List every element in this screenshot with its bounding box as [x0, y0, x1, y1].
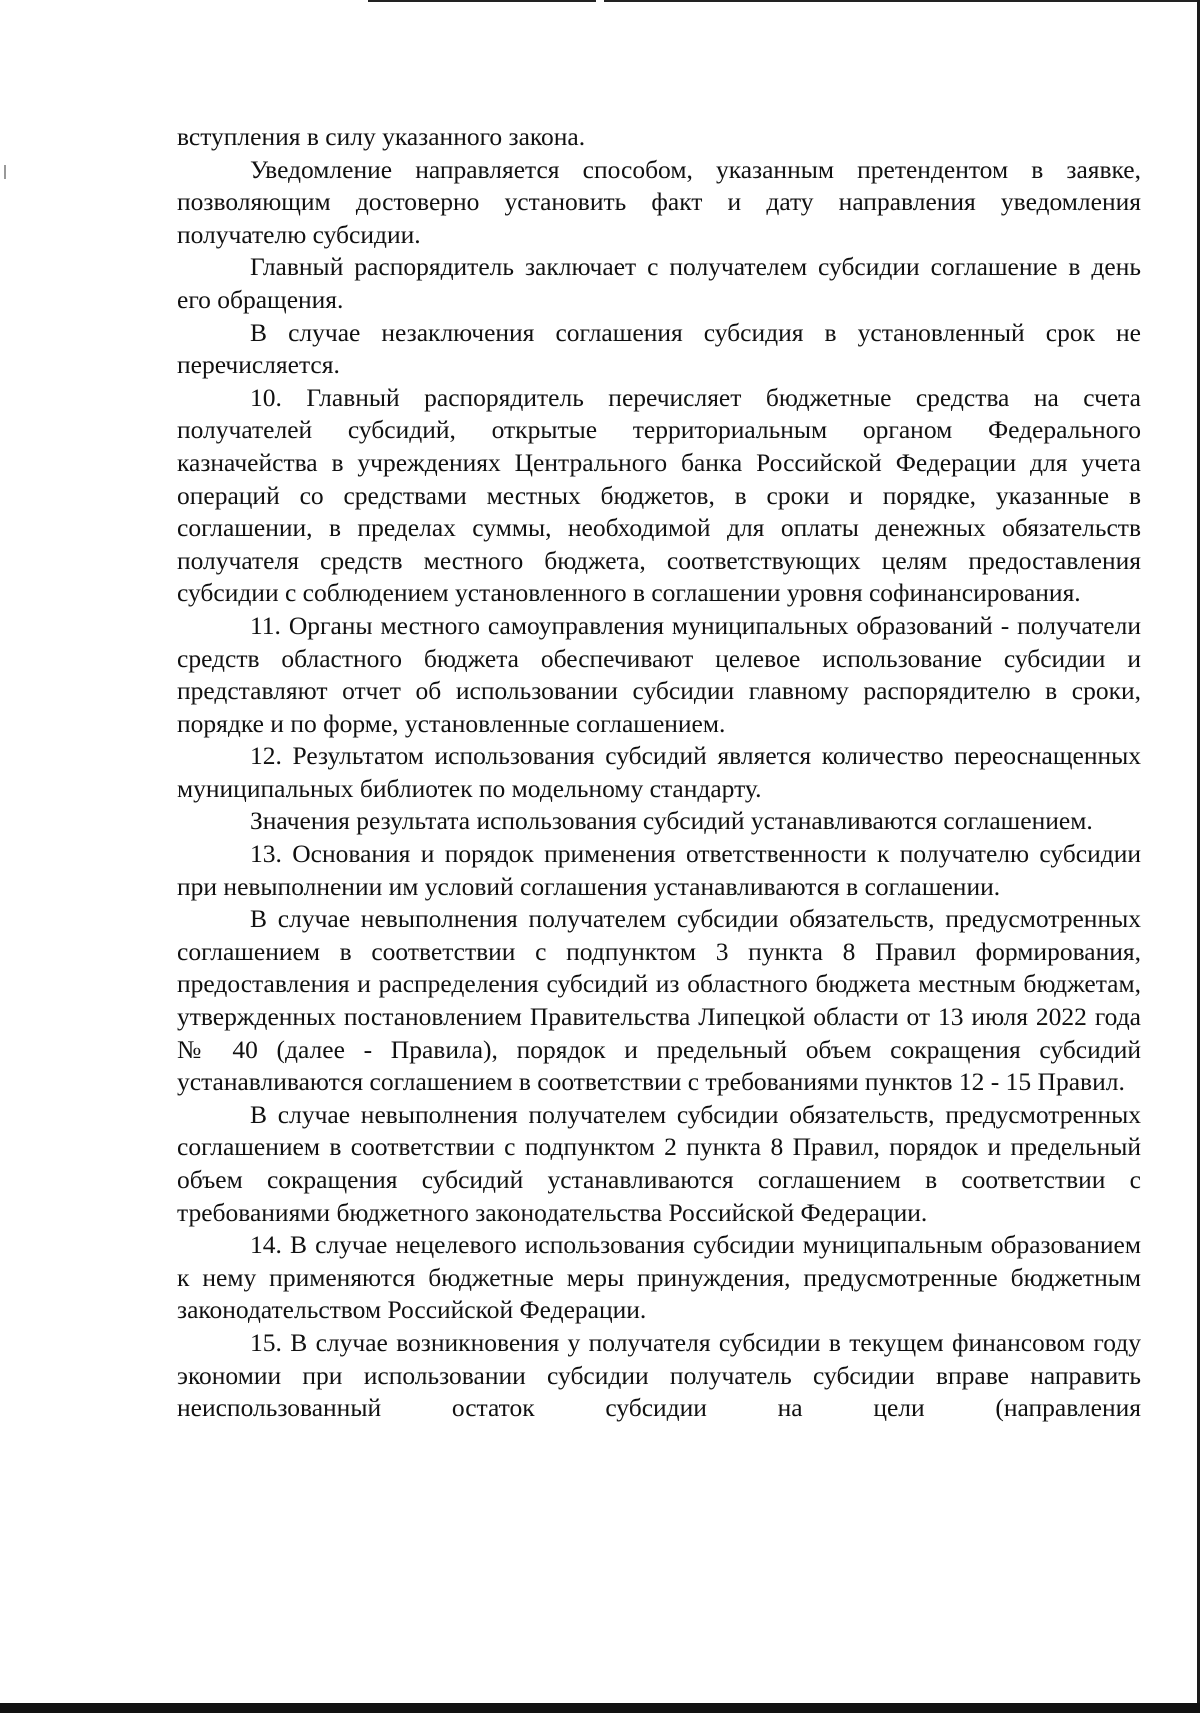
paragraph: Значения результата использования субсидий устанавливаются соглашением.	[250, 806, 1093, 836]
scan-edge-mark	[604, 0, 1200, 2]
paragraph-item-10: 10. Главный распорядитель перечисляет бюджетные средства на счета получателей субсидий, открытые территориальным органом Федерального казначейства в учреждениях Центрального банка Российской Федерации для учета операций со средствами местных бюджетов, в сроки и порядке, указанные в соглашении, в пределах суммы, необходимой для оплаты денежных обязательств получателя средств местного бюджета, соответствующих целям предоставления субсидии с соблюдением установленного в соглашении уровня софинансирования.	[177, 382, 1141, 608]
scan-edge-mark	[368, 0, 596, 2]
paragraph-continuation: вступления в силу указанного закона.	[177, 122, 586, 151]
paragraph: Уведомление направляется способом, указанным претендентом в заявке, позволяющим достоверно установить факт и дату направления уведомления получателю субсидии.	[177, 154, 1141, 249]
paragraph-item-14: 14. В случае нецелевого использования субсидии муниципальным образованием к нему применяются бюджетные меры принуждения, предусмотренные бюджетным законодательством Российской Федерации.	[177, 1230, 1141, 1325]
scan-edge-bottom	[0, 1703, 1200, 1713]
paragraph: В случае незаключения соглашения субсидия в установленный срок не перечисляется.	[177, 317, 1141, 380]
scan-speck	[4, 165, 6, 179]
document-body	[177, 121, 1141, 1425]
paragraph-item-11: 11. Органы местного самоуправления муниципальных образований - получатели средств областного бюджета обеспечивают целевое использование субсидии и представляют отчет об использовании субсидии главному распорядителю в сроки, порядке и по форме, установленные соглашением.	[177, 610, 1141, 738]
paragraph-item-15: 15. В случае возникновения у получателя субсидии в текущем финансовом году экономии при использовании субсидии получатель субсидии вправе направить неиспользованный остаток субсидии на цели (направления	[177, 1327, 1141, 1423]
paragraph: Главный распорядитель заключает с получателем субсидии соглашение в день его обращения.	[177, 252, 1141, 314]
paragraph: В случае невыполнения получателем субсидии обязательств, предусмотренных соглашением в соответствии с подпунктом 3 пункта 8 Правил формирования, предоставления и распределения субсидий из областного бюджета местным бюджетам, утвержденных постановлением Правительства Липецкой области от 13 июля 2022 года № 40 (далее - Правила), порядок и предельный объем сокращения субсидий устанавливаются соглашением в соответствии с требованиями пунктов 12 - 15 Правил.	[177, 904, 1141, 1097]
paragraph-item-12: 12. Результатом использования субсидий является количество переоснащенных муниципальных библиотек по модельному стандарту.	[177, 741, 1141, 803]
paragraph: В случае невыполнения получателем субсидии обязательств, предусмотренных соглашением в соответствии с подпунктом 2 пункта 8 Правил, порядок и предельный объем сокращения субсидий устанавливаются соглашением в соответствии с требованиями бюджетного законодательства Российской Федерации.	[177, 1099, 1141, 1227]
paragraph-item-13: 13. Основания и порядок применения ответственности к получателю субсидии при невыполнении им условий соглашения устанавливаются в соглашении.	[177, 839, 1141, 901]
